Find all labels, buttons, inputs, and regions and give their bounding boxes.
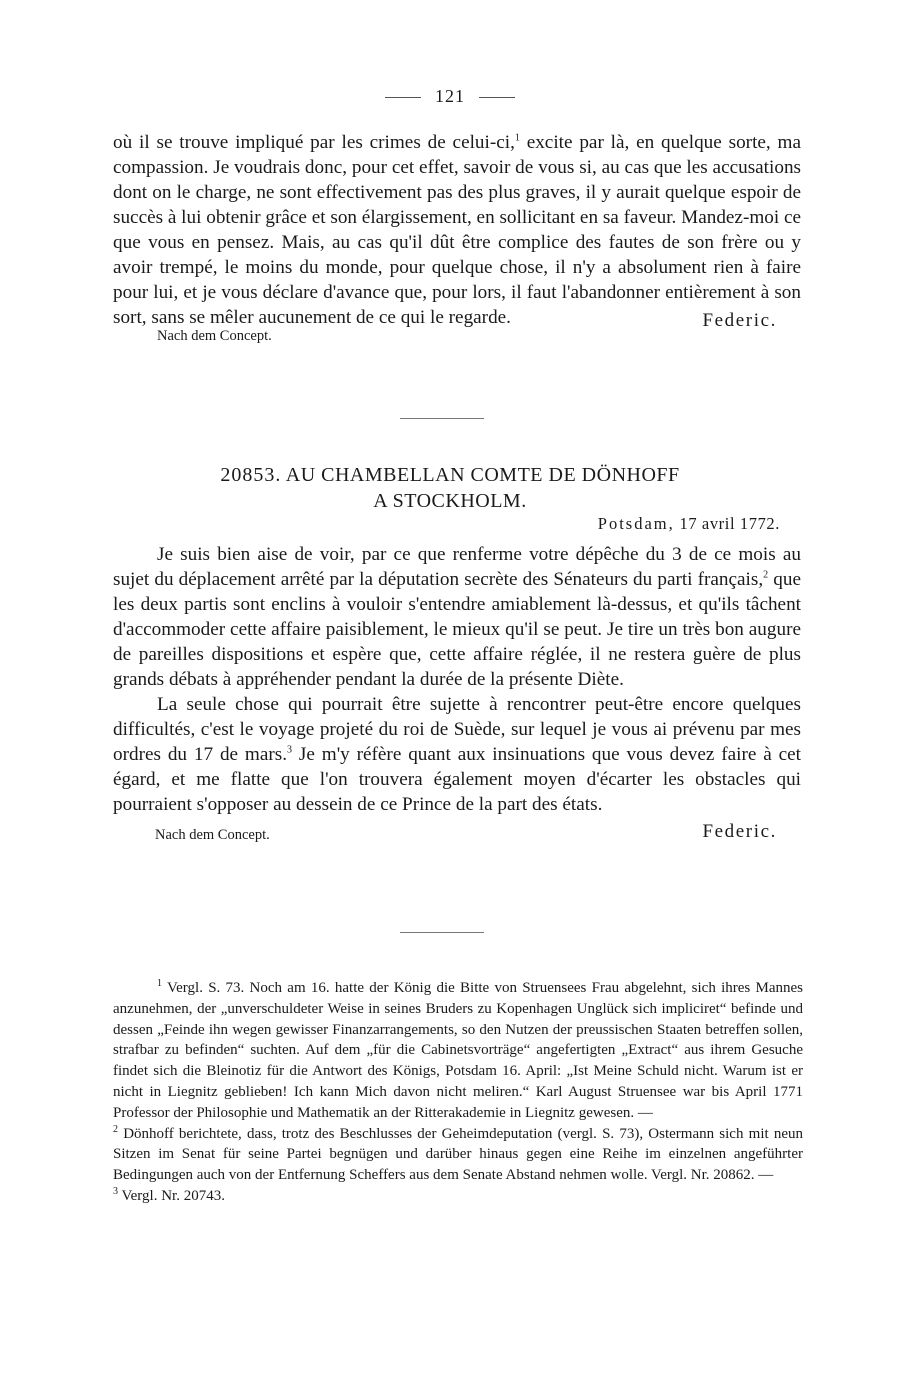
dateline-place: Potsdam,: [597, 514, 675, 533]
continued-closing: [113, 308, 801, 352]
section-divider: [400, 932, 484, 933]
continued-text-part2: excite par là, en quelque sorte, ma compassion. Je voudrais donc, pour cet effet, savoir de vous si, au cas que les accusations dont on le charge, ne sont effectivement pas des plus graves, il y aurait quelque espoir de succès à lui obtenir grâce et son élargissement, en sollicitant en sa faveur. Mandez-moi ce que vous en pensez. Mais, au cas qu'il dût être complice des fautes de son frère ou y avoir trempé, le moins du monde, pour quelque chose, il n'y a absolument rien à faire pour lui, et je vous déclare d'avance que, pour lors, il faut l'abandonner entièrement à son sort, sans se mêler aucunement de ce qui le regarde.: [113, 132, 802, 328]
header-rule-right: [479, 97, 515, 98]
signature: Federic.: [702, 310, 777, 331]
source-note: Nach dem Concept.: [157, 328, 272, 344]
header-rule-left: [385, 97, 421, 98]
footnote-ref-3: 3: [287, 744, 293, 756]
footnote-1-mark: 1: [157, 978, 162, 989]
footnote-ref-1: 1: [514, 132, 520, 144]
letter-number: 20853.: [220, 464, 282, 486]
footnote-2-mark: 2: [113, 1123, 118, 1135]
signature: Federic.: [702, 821, 777, 842]
page-header: [0, 86, 900, 107]
footnote-3: Vergl. Nr. 20743.: [121, 1187, 225, 1204]
continued-letter-body: [113, 130, 801, 330]
footnote-1: Vergl. S. 73. Noch am 16. hatte der König die Bitte von Struensees Frau abgelehnt, sich ihres Mannes anzunehmen, der „unverschuldeter Weise in seines Bruders zu Kopenhagen Unglück sich impliciret“ befinde und dessen „Feinde ihn wegen gewisser Finanzarrangements, so den Nutzen der preussischen Staaten betreffen sollen, strafbar zu befinden“ suchten. Auf dem „für die Cabinetsvorträge“ angefertigten „Extract“ aus ihrem Gesuche findet sich die Bleinotiz für die Antwort des Königs, Potsdam 16. April: „Ist Meine Schuld nicht. Warum ist er nicht in Liegnitz geblieben! Ich kann Mich davon nicht meliren.“ Karl August Struensee war bis April 1771 Professor der Philosophie und Mathematik an der Ritterakademie in Liegnitz gewesen. —: [113, 980, 803, 1121]
paragraph-1-part1: Je suis bien aise de voir, par ce que renferme votre dépêche du 3 de ce mois au sujet du déplacement arrêté par la députation secrète des Sénateurs du parti français,: [113, 544, 801, 590]
footnotes: [113, 978, 803, 1207]
dateline: [598, 514, 780, 534]
paragraph-1-part2: que les deux partis sont enclins à vouloir s'entendre amiablement là-dessus, et qu'ils tâchent d'accommoder cette affaire paisiblement, le mieux qu'il se peut. Je tire un très bon augure de pareilles dispositions et espère que, cette affaire réglée, il ne restera guère de plus grands débats à appréhender pendant la durée de la présente Diète.: [113, 569, 801, 690]
paragraph-2-part1: La seule chose qui pourrait être sujette à rencontrer peut-être encore quelques difficultés, c'est le voyage projeté du roi de Suède, sur lequel je vous ai prévenu par mes ordres du 17 de mars.: [113, 694, 801, 765]
letter-paragraph-2: [113, 692, 801, 817]
footnote-ref-2: 2: [763, 569, 769, 581]
section-divider: [400, 418, 484, 419]
letter-heading-line1: [0, 462, 900, 488]
continued-text-part1: où il se trouve impliqué par les crimes de celui-ci,: [113, 132, 515, 153]
letter-paragraph-1: [113, 542, 801, 692]
continued-letter: [113, 130, 801, 352]
page-number: 121: [435, 86, 465, 106]
footnote-3-mark: 3: [113, 1185, 118, 1197]
footnote-2: Dönhoff berichtete, dass, trotz des Beschlusses der Geheimdeputation (vergl. S. 73), Ostermann sich mit neun Sitzen im Senat für seine Partei begnügen und darüber hinaus gegen eine Reihe im einzelnen angeführter Bedingungen auch von der Entfernung Scheffers aus dem Senate Abstand nehmen wolle. Vergl. Nr. 20862. —: [113, 1125, 803, 1184]
letter-addressee: AU CHAMBELLAN COMTE DE DÖNHOFF: [285, 464, 680, 486]
letter-heading-line2: A STOCKHOLM.: [373, 490, 527, 512]
letter-body: [113, 542, 801, 847]
paragraph-2-part2: Je m'y réfère quant aux insinuations que vous devez faire à cet égard, et me flatte que l'on trouvera également moyen d'écarter les obstacles qui pourraient s'opposer au dessein de ce Prince de la part des états.: [113, 744, 801, 815]
dateline-date: 17 avril 1772.: [679, 514, 780, 533]
source-note: Nach dem Concept.: [155, 827, 270, 843]
letter-closing: [113, 821, 801, 847]
letter-heading: [0, 462, 900, 514]
